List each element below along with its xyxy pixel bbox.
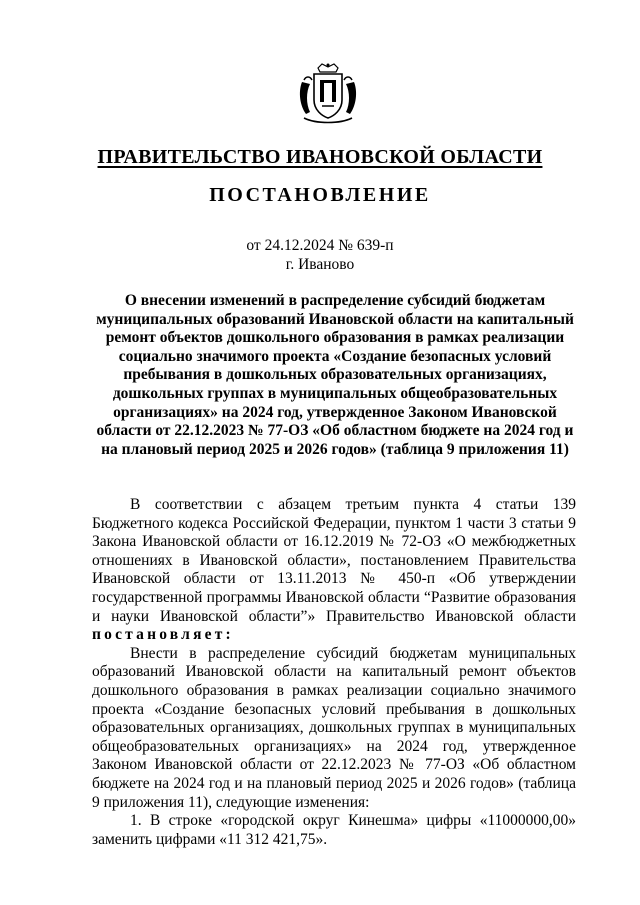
- coat-of-arms-icon: [296, 62, 360, 124]
- document-subject: О внесении изменений в распределение субсидий бюджетам муниципальных образований Ивановской области на капитальный ремонт объектов дошкольного образования в рамках реализации социально значимого проекта «Создание безопасных условий пребывания в дошкольных образовательных организациях, дошкольных группах в муниципальных общеобразовательных организациях» на 2024 год, утвержденное Законом Ивановской области от 22.12.2023 № 77-ОЗ «Об областном бюджете на 2024 год и на плановый период 2025 и 2026 годов» (таблица 9 приложения 11): [96, 292, 574, 458]
- preamble-text: В соответствии с абзацем третьим пункта 4 статьи 139 Бюджетного кодекса Российской Федерации, пунктом 1 части 3 статьи 9 Закона Ивановской области от 16.12.2019 № 72-ОЗ «О межбюджетных отношениях в Ивановской области», постановлением Правительства Ивановской области от 13.11.2013 № 450-п «Об утверждении государственной программы Ивановской области “Развитие образования и науки Ивановской области”» Правительство Ивановской области: [92, 496, 576, 625]
- document-city: г. Иваново: [285, 256, 355, 273]
- decree-word: постановляет:: [92, 626, 234, 644]
- document-body: [92, 496, 576, 849]
- main-paragraph: Внести в распределение субсидий бюджетам муниципальных образований Ивановской области на капитальный ремонт объектов дошкольного образования в рамках реализации социально значимого проекта «Создание безопасных условий пребывания в дошкольных образовательных организациях, дошкольных группах в муниципальных общеобразовательных организациях» на 2024 год, утвержденное Законом Ивановской области от 22.12.2023 № 77-ОЗ «Об областном бюджете на 2024 год и на плановый период 2025 и 2026 годов» (таблица 9 приложения 11), следующие изменения:: [92, 644, 576, 811]
- item-1-paragraph: 1. В строке «городской округ Кинешма» цифры «11000000,00» заменить цифрами «11 312 421,75».: [92, 812, 576, 848]
- document-type: ПОСТАНОВЛЕНИЕ: [209, 184, 431, 206]
- document-date-number: от 24.12.2024 № 639-п: [246, 237, 394, 254]
- government-title: ПРАВИТЕЛЬСТВО ИВАНОВСКОЙ ОБЛАСТИ: [97, 146, 543, 168]
- preamble-paragraph: [92, 496, 576, 645]
